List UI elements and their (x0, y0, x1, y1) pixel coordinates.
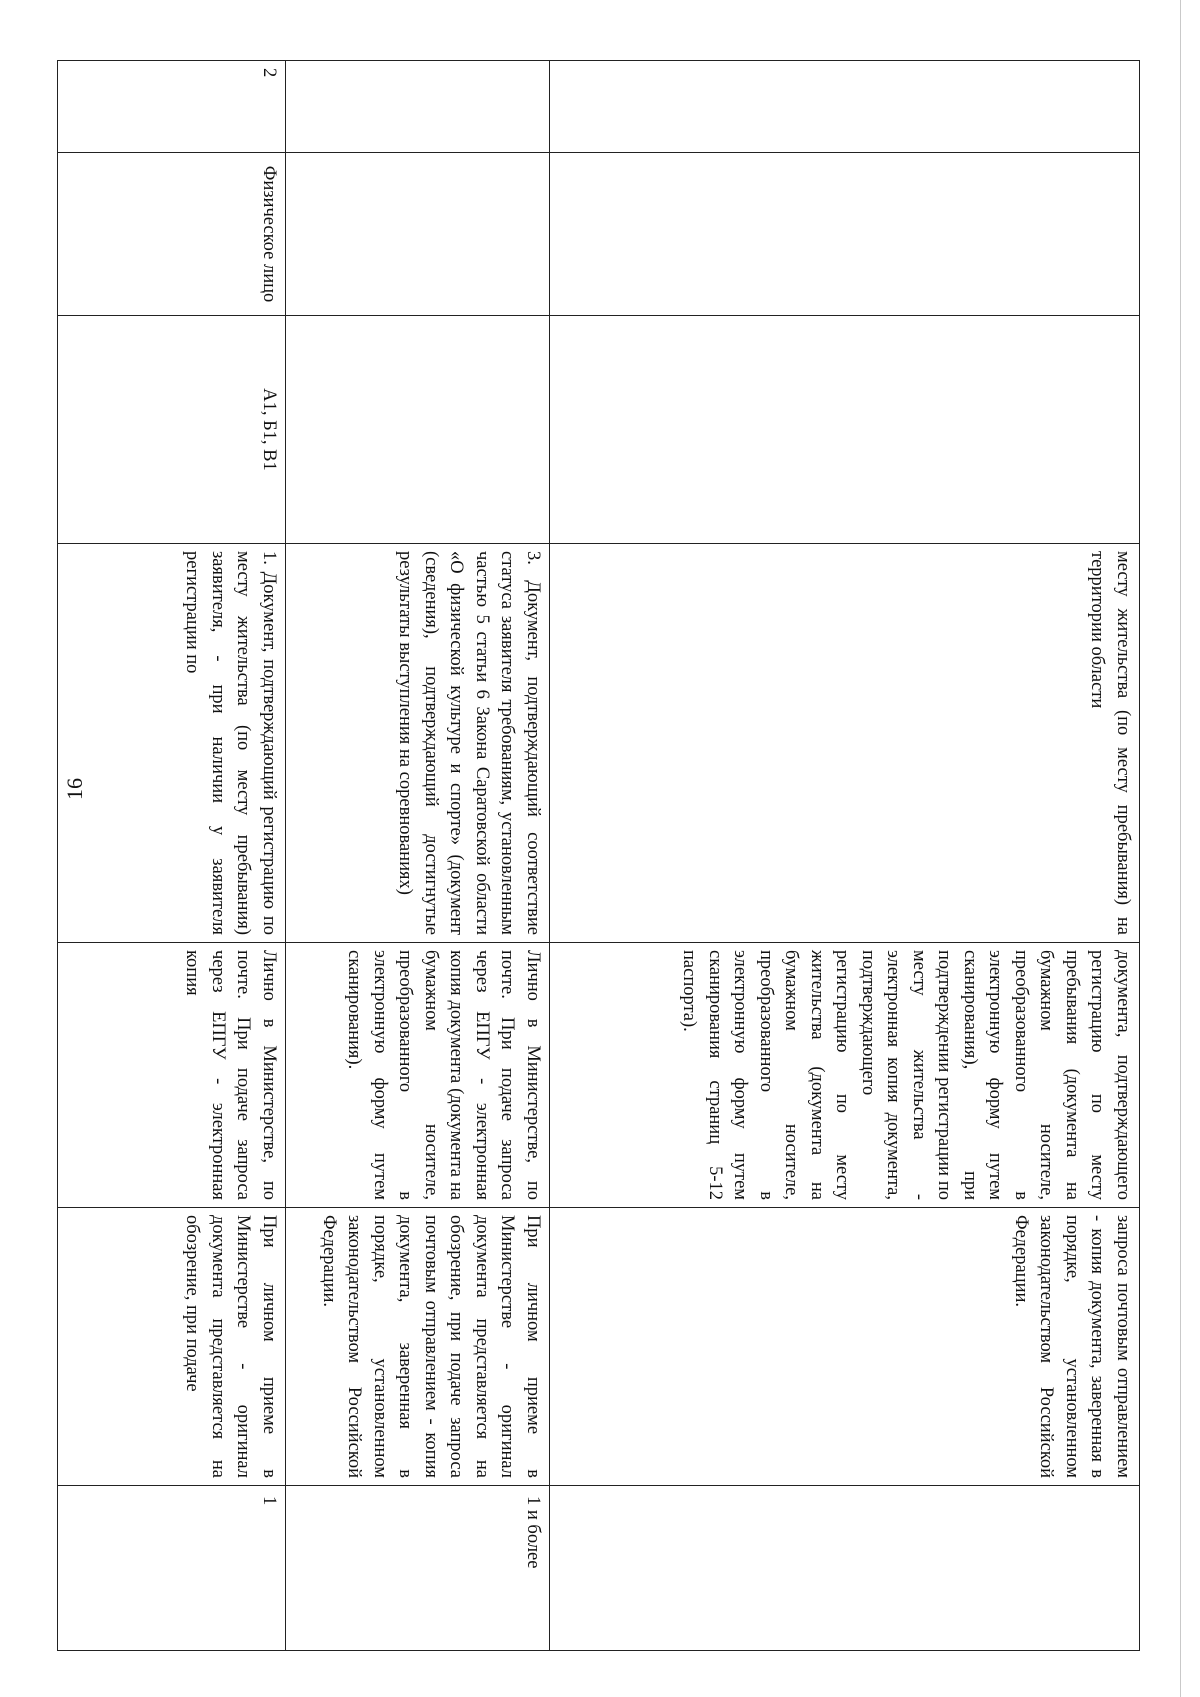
document-table-wrapper (58, 60, 1140, 1650)
page-number: 16 (62, 778, 87, 800)
applicant-cell (286, 153, 550, 316)
requirements-cell: запроса почтовым отправлением - копия документа, заверенная в порядке, установленном законодательством Российской Федерации. (550, 1208, 1140, 1486)
table-row (58, 61, 286, 1651)
applicant-cell (550, 153, 1140, 316)
quantity-cell: 1 (58, 1486, 286, 1651)
code-cell (286, 316, 550, 544)
applicant-cell: Физическое лицо (58, 153, 286, 316)
row-number: 2 (58, 61, 286, 153)
quantity-cell: 1 и более (286, 1486, 550, 1651)
document-cell: 1. Документ, подтверждающий регистрацию по месту жительства (по месту пребывания) заявителя, - при наличии у заявителя регистрации по (58, 544, 286, 943)
document-table (57, 60, 1140, 1651)
row-number (286, 61, 550, 153)
submission-cell: Лично в Министерстве, по почте. При подаче запроса через ЕПГУ - электронная копия (58, 943, 286, 1208)
requirements-cell: При личном приеме в Министерстве - оригинал документа представляется на обозрение, при подаче запроса почтовым отправлением - копия документа, заверенная в порядке, установленном законодательством Российской Федерации. (286, 1208, 550, 1486)
code-cell: А1, Б1, В1 (58, 316, 286, 544)
submission-cell: Лично в Министерстве, по почте. При подаче запроса через ЕПГУ - электронная копия документа (документа на бумажном носителе, преобразованного в электронную форму путем сканирования). (286, 943, 550, 1208)
table-row (550, 61, 1140, 1651)
code-cell (550, 316, 1140, 544)
requirements-cell: При личном приеме в Министерстве - оригинал документа представляется на обозрение, при подаче (58, 1208, 286, 1486)
row-number (550, 61, 1140, 153)
document-cell: месту жительства (по месту пребывания) на территории области (550, 544, 1140, 943)
document-cell: 3. Документ, подтверждающий соответствие статуса заявителя требованиям, установленным частью 5 статьи 6 Закона Саратовской области «О физической культуре и спорте» (документ (сведения), подтверждающий достигнутые результаты выступления на соревнованиях) (286, 544, 550, 943)
table-row (286, 61, 550, 1651)
quantity-cell (550, 1486, 1140, 1651)
submission-cell: документа, подтверждающего регистрацию по месту пребывания (документа на бумажном носителе, преобразованного в электронную форму путем сканирования), при подтверждении регистрации по месту жительства - электронная копия документа, подтверждающего регистрацию по месту жительства (документа на бумажном носителе, преобразованного в электронную форму путем сканирования страниц 5-12 паспорта). (550, 943, 1140, 1208)
